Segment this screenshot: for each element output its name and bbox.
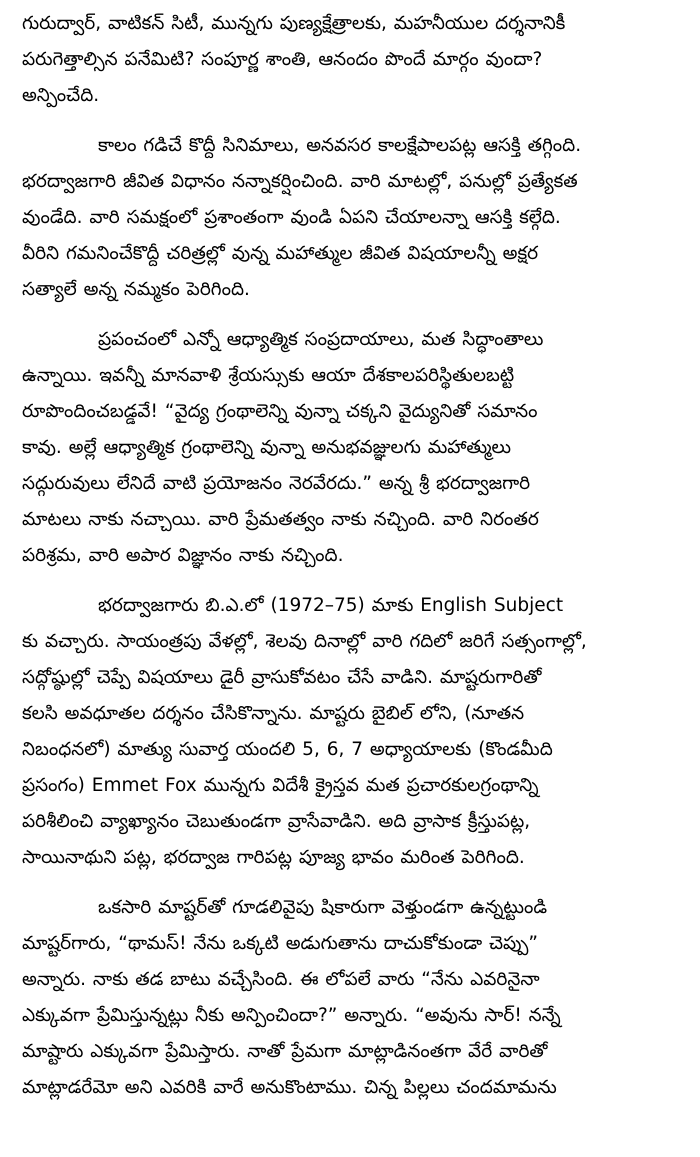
document-page [22, 6, 680, 1120]
text-line: పరుగెత్తాల్సిన పనేమిటి? సంపూర్ణ శాంతి, ఆనందం పొందే మార్గం వుందా? [22, 49, 543, 70]
text-line: మాటలు నాకు నచ్చాయి. వారి ప్రేమతత్వం నాకు నచ్చింది. వారి నిరంతర [22, 509, 539, 530]
text-line: మాష్టర్‌గారు, “థామస్! నేను ఒక్కటి అడుగుతాను దాచుకోకుండా చెప్పు” [22, 933, 538, 954]
text-line: పరిశీలించి వ్యాఖ్యానం చెబుతుండగా వ్రాసేవాడిని. అది వ్రాసాక క్రీస్తుపట్ల, [22, 811, 531, 832]
text-line: సత్యాలే అన్న నమ్మకం పెరిగింది. [22, 279, 250, 300]
text-line: ఎక్కువగా ప్రేమిస్తున్నట్లు నీకు అన్పించిందా?” అన్నారు. “అవును సార్! నన్నే [22, 1005, 561, 1026]
text-line: భరద్వాజగారి జీవిత విధానం నన్నాకర్షించింది. వారి మాటల్లో, పనుల్లో ప్రత్యేకత [22, 171, 578, 192]
text-line: ప్రపంచంలో ఎన్నో ఆధ్యాత్మిక సంప్రదాయాలు, మత సిద్ధాంతాలు [98, 329, 544, 350]
text-line: సద్గోష్ఠుల్లో చెప్పే విషయాలు డైరీ వ్రాసుకోవటం చేసే వాడిని. మాష్టరుగారితో [22, 667, 542, 688]
text-line: నిబంధనలో) మాత్యు సువార్త యందలి 5, 6, 7 అధ్యాయాలకు (కొండమీది [22, 739, 553, 760]
text-line: మాట్లాడరేమో అని ఎవరికి వారే అనుకొంటాము. చిన్న పిల్లలు చందమామను [22, 1077, 557, 1098]
text-line: అన్పించేది. [22, 85, 100, 106]
text-line: సాయినాథుని పట్ల, భరద్వాజ గారిపట్ల పూజ్య భావం మరింత పెరిగింది. [22, 847, 525, 868]
text-line: రూపొందించబడ్డవే! “వైద్య గ్రంథాలెన్ని వున్నా చక్కని వైద్యునితో సమానం [22, 401, 538, 422]
paragraph-3 [22, 322, 680, 574]
text-line: కు వచ్చారు. సాయంత్రపు వేళల్లో, శెలవు దినాల్లో వారి గదిలో జరిగే సత్సంగాల్లో, [22, 631, 587, 652]
text-line: ఒకసారి మాష్టర్‌తో గూడలివైపు షికారుగా వెళ్తుండగా ఉన్నట్టుండి [98, 897, 548, 918]
text-line: ఉన్నాయి. ఇవన్నీ మానవాళి శ్రేయస్సుకు ఆయా దేశకాలపరిస్థితులబట్టి [22, 365, 515, 386]
text-line: గురుద్వార్, వాటికన్ సిటీ, మున్నగు పుణ్యక్షేత్రాలకు, మహనీయుల దర్శనానికీ [22, 13, 566, 34]
text-line: కాలం గడిచే కొద్దీ సినిమాలు, అనవసర కాలక్షేపాలపట్ల ఆసక్తి తగ్గింది. [98, 135, 582, 156]
paragraph-1 [22, 6, 680, 114]
text-line: వీరిని గమనించేకొద్దీ చరిత్రల్లో వున్న మహాత్ముల జీవిత విషయాలన్నీ అక్షర [22, 243, 539, 264]
paragraph-4 [22, 588, 680, 876]
text-line: ప్రసంగం) Emmet Fox మున్నగు విదేశీ క్రైస్తవ మత ప్రచారకులగ్రంథాన్ని [22, 775, 539, 796]
text-line: కావు. అల్లే ఆధ్యాత్మిక గ్రంథాలెన్ని వున్నా అనుభవజ్ఞులగు మహాత్ములు [22, 437, 512, 458]
text-line: మాష్టారు ఎక్కువగా ప్రేమిస్తారు. నాతో ప్రేమగా మాట్లాడినంతగా వేరే వారితో [22, 1041, 548, 1062]
text-line: సద్గురువులు లేనిదే వాటి ప్రయోజనం నెరవేరదు.” అన్న శ్రీ భరద్వాజగారి [22, 473, 531, 494]
text-line: కలసి అవధూతల దర్శనం చేసికొన్నాను. మాష్టరు బైబిల్ లోని, (నూతన [22, 703, 525, 724]
paragraph-2 [22, 128, 680, 308]
text-line: భరద్వాజగారు బి.ఎ.లో (1972–75) మాకు English Subject [98, 595, 564, 616]
text-line: వుండేది. వారి సమక్షంలో ప్రశాంతంగా వుండి ఏపని చేయాలన్నా ఆసక్తి కల్గేది. [22, 207, 561, 228]
text-line: అన్నారు. నాకు తడ బాటు వచ్చేసింది. ఈ లోపలే వారు “నేను ఎవరినైనా [22, 969, 540, 990]
paragraph-5 [22, 890, 680, 1106]
text-line: పరిశ్రమ, వారి అపార విజ్ఞానం నాకు నచ్చింది. [22, 545, 344, 566]
